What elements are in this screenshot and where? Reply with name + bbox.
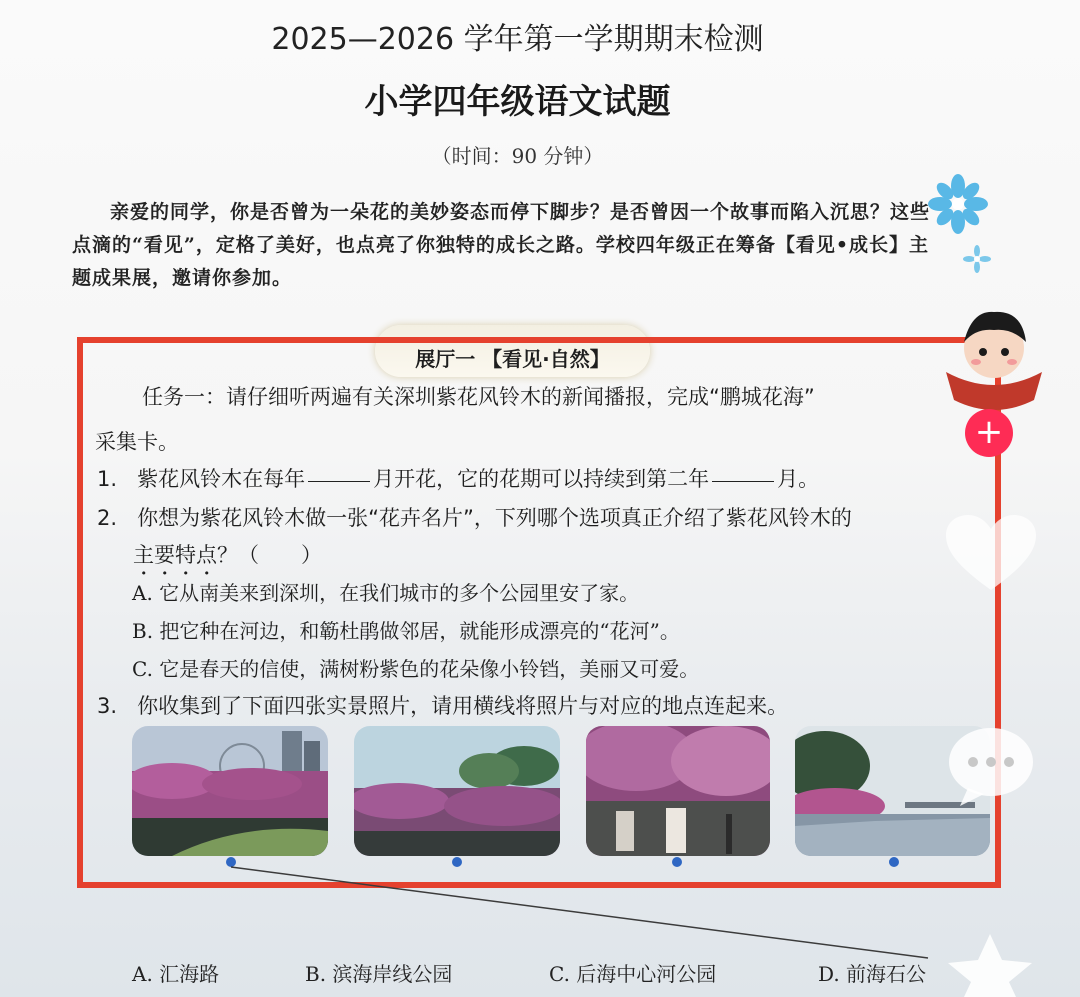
hall-title: 展厅一 【看见·自然】 [415,347,610,371]
comment-icon[interactable] [946,724,1036,808]
emphasized-text: 主要特点 [133,543,217,567]
location-a: A. 汇海路 [132,962,220,986]
location-c: C. 后海中心河公园 [549,962,717,986]
creator-avatar[interactable] [942,302,1046,414]
option-a: A. 它从南美来到深圳，在我们城市的多个公园里安了家。 [132,581,640,605]
heart-icon[interactable] [946,515,1036,595]
question-number: 1. [97,467,118,491]
intro-text: 亲爱的同学，你是否曾为一朵花的美妙姿态而停下脚步？是否曾因一个故事而陷入沉思？这些点滴的“看见”，定格了美好，也点亮了你独特的成长之路。学校四年级正在筹备【看见•成长】主题成果展，邀请你参加。 [72,201,931,289]
exam-time: （时间：90 分钟） [431,144,604,168]
option-c: C. 它是春天的信使，满树粉紫色的花朵像小铃铛，美丽又可爱。 [132,657,700,681]
follow-plus-icon[interactable]: + [965,409,1013,457]
task-line-2: 采集卡。 [95,430,179,454]
question-text: 月开花，它的花期可以持续到第二年 [373,467,710,491]
question-text: 紫花风铃木在每年 [137,467,306,491]
answer-bracket[interactable]: ？（ ） [217,543,322,567]
favorite-star-icon[interactable] [944,930,1036,997]
question-text: 你想为紫花风铃木做一张“花卉名片”，下列哪个选项真正介绍了紫花风铃木的 [137,506,852,530]
question-number: 2. [97,506,118,530]
question-text: 月。 [777,467,820,491]
task-line-1: 任务一：请仔细听两遍有关深圳紫花风铃木的新闻播报，完成“鹏城花海” [142,385,815,409]
question-number: 3. [97,694,118,718]
question-text: 你收集到了下面四张实景照片，请用横线将照片与对应的地点连起来。 [137,694,789,718]
option-b: B. 把它种在河边，和簕杜鹃做邻居，就能形成漂亮的“花河”。 [132,619,680,643]
location-d: D. 前海石公 [818,962,927,986]
exam-subtitle: 小学四年级语文试题 [364,82,671,122]
location-b: B. 滨海岸线公园 [305,962,453,986]
exam-title: 2025—2026 学年第一学期期末检测 [271,22,764,57]
